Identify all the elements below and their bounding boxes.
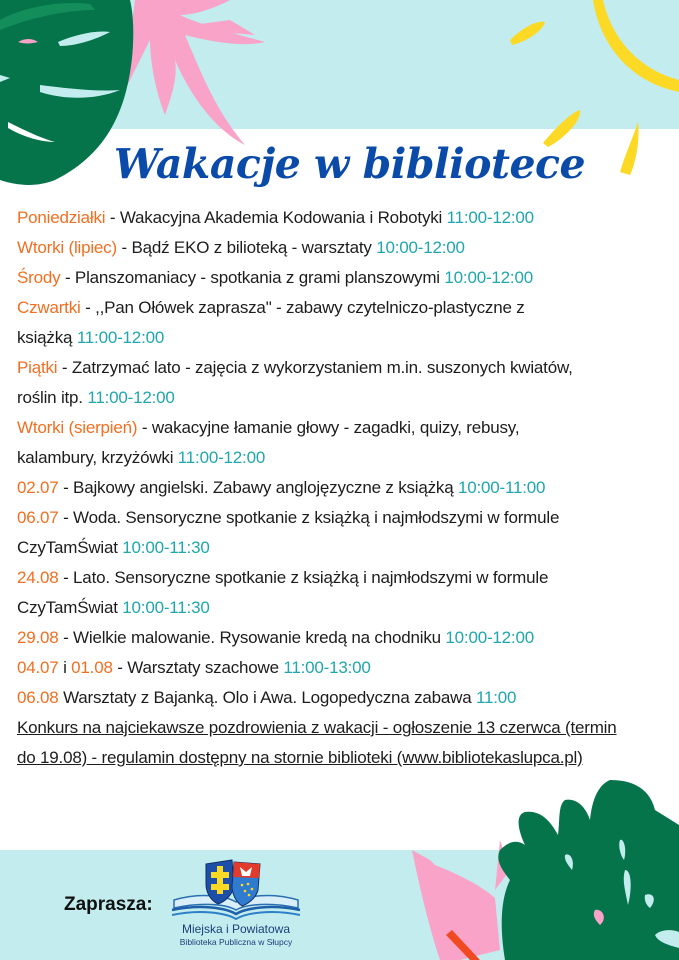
- day-label: Wtorki (sierpień): [17, 418, 138, 437]
- activity-text: - wakacyjne łamanie głowy - zagadki, quizy, rebusy,: [137, 418, 520, 437]
- date-label-2: 01.08: [71, 658, 113, 677]
- activity-text: CzyTamŚwiat: [17, 538, 123, 557]
- schedule-item-continuation: [17, 383, 677, 413]
- activity-text: roślin itp.: [17, 388, 88, 407]
- time-range: 10:00-12:00: [444, 268, 533, 287]
- library-crest-book-icon: [166, 858, 306, 922]
- date-label: 06.08: [17, 688, 59, 707]
- date-label: 24.08: [17, 568, 59, 587]
- time-range: 11:00-12:00: [76, 328, 165, 347]
- library-logo: [166, 858, 306, 956]
- activity-text: - Woda. Sensoryczne spotkanie z książką i najmłodszymi w formule: [58, 508, 560, 527]
- contest-announcement-line-2[interactable]: do 19.08) - regulamin dostępny na stornie biblioteki (www.bibliotekaslupca.pl): [17, 748, 583, 767]
- time-range: 10:00-12:00: [445, 628, 534, 647]
- date-label: 02.07: [17, 478, 59, 497]
- schedule-item: [17, 293, 677, 323]
- activity-text: - Lato. Sensoryczne spotkanie z książką i najmłodszymi w formule: [58, 568, 549, 587]
- schedule-list: [17, 203, 677, 773]
- activity-text: - Warsztaty szachowe: [112, 658, 284, 677]
- day-label: Piątki: [17, 358, 58, 377]
- pink-leaf-icon: [120, 0, 265, 145]
- schedule-item-continuation: [17, 323, 677, 353]
- schedule-item: [17, 473, 677, 503]
- schedule-item: [17, 653, 677, 683]
- activity-text: kalambury, krzyżówki: [17, 448, 178, 467]
- schedule-item: [17, 413, 677, 443]
- schedule-item: [17, 233, 677, 263]
- schedule-item: [17, 563, 677, 593]
- schedule-item: [17, 683, 677, 713]
- time-range: 10:00-12:00: [376, 238, 465, 257]
- day-label: Wtorki (lipiec): [17, 238, 117, 257]
- schedule-item: [17, 623, 677, 653]
- time-range: 10:00-11:00: [458, 478, 546, 497]
- time-range: 10:00-11:30: [122, 598, 210, 617]
- conjunction-text: i: [58, 658, 72, 677]
- schedule-item: [17, 503, 677, 533]
- schedule-item-continuation: [17, 443, 677, 473]
- schedule-item: [17, 203, 677, 233]
- activity-text: Warsztaty z Bajanką. Olo i Awa. Logopedyczna zabawa: [58, 688, 477, 707]
- day-label: Środy: [17, 268, 61, 287]
- logo-line-2: Biblioteka Publiczna w Słupcy: [179, 937, 293, 947]
- time-range: 10:00-11:30: [122, 538, 210, 557]
- activity-text: - Bajkowy angielski. Zabawy anglojęzyczne z książką: [58, 478, 459, 497]
- green-monstera-leaf-icon: [498, 780, 679, 960]
- schedule-item-continuation: [17, 593, 677, 623]
- day-label: Czwartki: [17, 298, 81, 317]
- schedule-item: [17, 353, 677, 383]
- time-range: 11:00-12:00: [177, 448, 266, 467]
- activity-text: książką: [17, 328, 77, 347]
- activity-text: - Wakacyjna Akademia Kodowania i Robotyki: [105, 208, 447, 227]
- time-range: 11:00: [476, 688, 517, 707]
- invite-label: Zapraszа:: [64, 894, 153, 915]
- activity-text: CzyTamŚwiat: [17, 598, 123, 617]
- contest-announcement-line-1[interactable]: Konkurs na najciekawsze pozdrowienia z wakacji - ogłoszenie 13 czerwca (termin: [17, 718, 617, 737]
- time-range: 11:00-12:00: [87, 388, 175, 407]
- schedule-item-continuation: [17, 533, 677, 563]
- activity-text: - Planszomaniacy - spotkania z grami planszowymi: [60, 268, 445, 287]
- page-title: Wakacje w bibliotece: [113, 140, 586, 188]
- date-label: 06.07: [17, 508, 59, 527]
- activity-text: - ,,Pan Ołówek zaprasza" - zabawy czytelniczo-plastyczne z: [80, 298, 525, 317]
- activity-text: - Zatrzymać lato - zajęcia z wykorzystaniem m.in. suszonych kwiatów,: [57, 358, 573, 377]
- bottom-tropical-leaves-decoration: [400, 780, 679, 960]
- date-label: 29.08: [17, 628, 59, 647]
- schedule-item: [17, 263, 677, 293]
- activity-text: - Bądź EKO z bilioteką - warsztaty: [116, 238, 377, 257]
- logo-line-1: Miejska i Powiatowa: [181, 922, 291, 936]
- day-label: Poniedziałki: [17, 208, 106, 227]
- date-label: 04.07: [17, 658, 59, 677]
- time-range: 11:00-13:00: [283, 658, 371, 677]
- activity-text: - Wielkie malowanie. Rysowanie kredą na chodniku: [58, 628, 446, 647]
- time-range: 11:00-12:00: [446, 208, 534, 227]
